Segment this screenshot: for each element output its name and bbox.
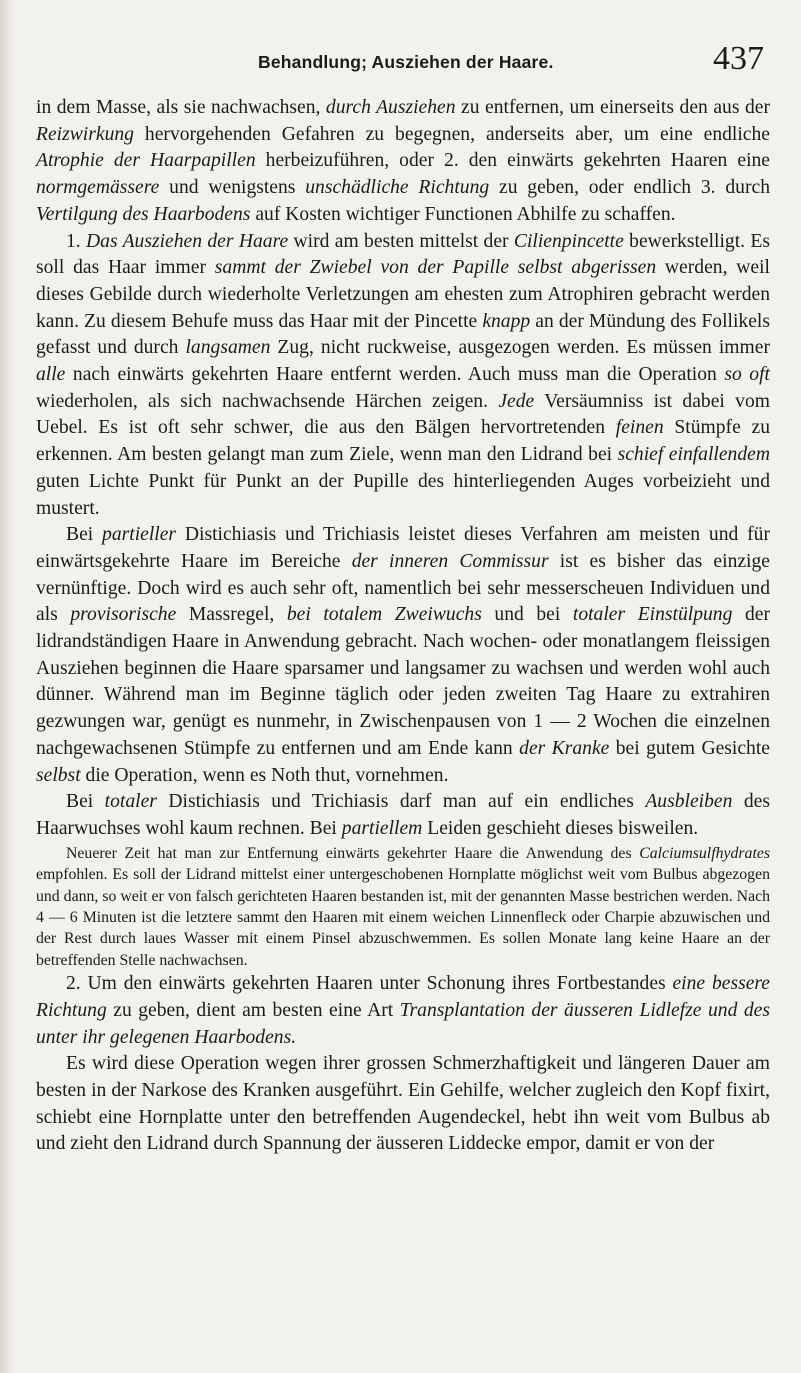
text-run: Es wird diese Operation wegen ihrer grossen Schmerzhaftigkeit und längeren Dauer am besten in der Narkose des Kranken ausgeführt. Ein Gehilfe, welcher zugleich den Kopf fixirt, schiebt eine Hornplatte unter den betreffenden Augendeckel, hebt ihn weit vom Bulbus ab und zieht den Lidrand durch Spannung der äusseren Liddecke empor, damit er von der: [36, 1053, 770, 1155]
text-run: Bei: [66, 524, 103, 546]
emphasis-text: alle: [36, 364, 66, 386]
text-run: Leiden geschieht dieses bisweilen.: [422, 817, 699, 839]
text-run: wird am besten mittelst der: [288, 230, 514, 252]
emphasis-text: totaler Einstülpung: [572, 604, 733, 626]
emphasis-text: unschädliche Richtung: [305, 177, 490, 199]
emphasis-text: durch Ausziehen: [325, 97, 456, 118]
emphasis-text: Calciumsulfhydrates: [639, 844, 770, 862]
emphasis-text: Ausbleiben: [645, 791, 733, 813]
body-paragraph: [36, 1051, 770, 1158]
text-run: Neuerer Zeit hat man zur Entfernung einwärts gekehrter Haare die Anwendung des: [66, 844, 640, 862]
text-run: auf Kosten wichtiger Functionen Abhilfe zu schaffen.: [250, 203, 676, 225]
text-run: bewerkstelligt. Es soll das Haar immer: [36, 230, 770, 279]
text-run: Massregel,: [176, 604, 287, 626]
text-run: der lidrandständigen Haare in Anwendung gebracht. Nach wochen- oder monatlangem fleissigen Ausziehen beginnen die Haare sparsamer und langsamer zu wachsen und werden wohl auch dünner. Während man im Beginne täglich oder jeden zweiten Tag Haare zu extrahiren gezwungen war, genügt es nunmehr, in Zwischenpausen von 1 — 2 Wochen die einzelnen nachgewachsenen Stümpfe zu entfernen und am Ende kann: [36, 604, 770, 759]
text-run: des Haarwuchses wohl kaum rechnen. Bei: [36, 791, 770, 839]
emphasis-text: feinen: [615, 417, 664, 439]
text-run: und wenigstens: [159, 177, 306, 199]
emphasis-text: schief einfallendem: [617, 444, 770, 466]
emphasis-text: Jede: [498, 390, 535, 412]
emphasis-text: langsamen: [185, 337, 271, 359]
emphasis-text: Transplantation der äusseren Lidlefze und des unter ihr gelegenen Haarbodens.: [36, 999, 770, 1048]
emphasis-text: Atrophie der Haarpapillen: [36, 150, 256, 172]
emphasis-text: so oft: [724, 364, 770, 386]
text-run: an der Mündung des Follikels gefasst und durch: [36, 310, 770, 359]
emphasis-text: eine bessere Richtung: [36, 973, 770, 1021]
page-header: [36, 42, 770, 86]
emphasis-text: Vertilgung des Haarbodens: [36, 203, 251, 225]
text-run: zu geben, oder endlich 3. durch: [489, 177, 770, 199]
text-run: Versäumniss ist dabei vom Uebel. Es ist oft sehr schwer, die aus den Bälgen hervortretenden: [36, 390, 771, 439]
emphasis-text: partiellem: [341, 817, 423, 839]
running-head: Behandlung; Ausziehen der Haare.: [258, 52, 554, 72]
emphasis-text: selbst: [36, 764, 81, 786]
text-run: Distichiasis und Trichiasis leistet dieses Verfahren am meisten und für einwärtsgekehrte Haare im Bereiche: [36, 524, 770, 572]
text-run: 2. Um den einwärts gekehrten Haaren unter Schonung ihres Fortbestandes: [66, 973, 673, 995]
emphasis-text: bei totalem Zweiwuchs: [286, 604, 482, 626]
emphasis-text: Cilienpincette: [513, 230, 624, 252]
text-run: nach einwärts gekehrten Haare entfernt werden. Auch muss man die Operation: [65, 364, 725, 386]
text-run: 1.: [66, 230, 87, 252]
text-run: bei gutem Gesichte: [609, 737, 770, 759]
footnote-paragraph: [36, 843, 770, 971]
body-paragraph: [36, 229, 770, 523]
emphasis-text: der Kranke: [519, 737, 610, 759]
text-run: guten Lichte Punkt für Punkt an der Pupille des hinterliegenden Auges vorbeizieht und mustert.: [36, 470, 770, 519]
emphasis-text: totaler: [104, 791, 157, 813]
text-run: die Operation, wenn es Noth thut, vornehmen.: [80, 764, 449, 786]
page-number: 437: [713, 40, 764, 77]
emphasis-text: provisorische: [70, 604, 177, 626]
emphasis-text: partieller: [102, 524, 177, 546]
text-run: in dem Masse, als sie nachwachsen,: [36, 97, 326, 118]
text-run: zu entfernen, um einerseits den aus der: [455, 97, 770, 118]
text-run: Bei: [66, 791, 105, 813]
text-run: Distichiasis und Trichiasis darf man auf ein endliches: [156, 791, 646, 813]
body-paragraph: [36, 971, 770, 1051]
body-paragraph: [36, 522, 770, 789]
emphasis-text: knapp: [482, 310, 531, 332]
text-run: werden, weil dieses Gebilde durch wiederholte Verletzungen am ehesten zum Atrophiren gebracht werden kann. Zu diesem Behufe muss das Haar mit der Pincette: [36, 257, 770, 332]
text-run: empfohlen. Es soll der Lidrand mittelst einer untergeschobenen Hornplatte möglichst weit vom Bulbus abgezogen und dann, so weit er von falsch gerichteten Haaren bestanden ist, mit der genannten Masse bestrichen werden. Nach 4 — 6 Minuten ist die letztere sammt den Haaren mit einem weichen Linnenfleck oder Charpie abzuwischen und der Rest durch laues Wasser mit einem Pinsel abzuschwemmen. Es sollen Monate lang keine Haare an der betreffenden Stelle nachwachsen.: [36, 866, 770, 969]
body-paragraph: [36, 95, 770, 229]
emphasis-text: der inneren Commissur: [351, 550, 549, 572]
body-paragraph: [36, 789, 770, 842]
emphasis-text: Reizwirkung: [36, 123, 134, 145]
page-gutter-shadow: [0, 0, 14, 1373]
emphasis-text: normgemässere: [36, 177, 160, 199]
body-text: [36, 95, 770, 1158]
text-run: Zug, nicht ruckweise, ausgezogen werden. Es müssen immer: [270, 337, 770, 359]
emphasis-text: sammt der Zwiebel von der Papille selbst abgerissen: [214, 257, 657, 279]
text-run: wiederholen, als sich nachwachsende Härchen zeigen.: [36, 390, 499, 412]
text-run: hervorgehenden Gefahren zu begegnen, anderseits aber, um eine endliche: [133, 123, 770, 145]
text-run: Stümpfe zu erkennen. Am besten gelangt man zum Ziele, wenn man den Lidrand bei: [36, 417, 771, 466]
text-run: und bei: [481, 604, 573, 626]
text-run: herbeizuführen, oder 2. den einwärts gekehrten Haaren eine: [255, 150, 771, 172]
text-run: ist es bisher das einzige vernünftige. Doch wird es auch sehr oft, namentlich bei sehr messerscheuen Individuen und als: [36, 550, 770, 626]
emphasis-text: Das Ausziehen der Haare: [86, 230, 289, 252]
text-run: zu geben, dient am besten eine Art: [106, 999, 400, 1021]
